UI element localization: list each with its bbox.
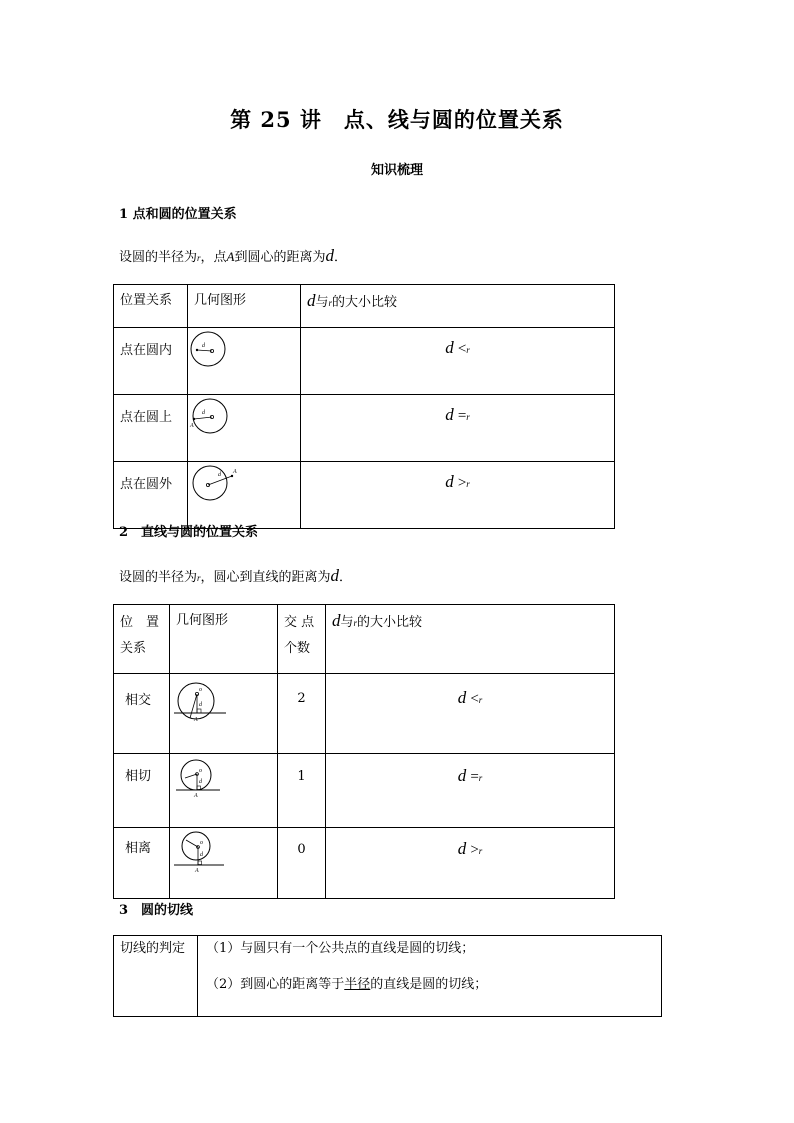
header-position: 位置关系 — [114, 285, 188, 328]
table-row — [114, 395, 615, 462]
table-header-row — [114, 285, 615, 328]
compare-cell: d >r — [445, 472, 470, 491]
svg-text:o: o — [200, 840, 203, 846]
criteria-label: 切线的判定 — [120, 941, 186, 956]
svg-text:A: A — [194, 717, 198, 723]
table-row — [114, 936, 662, 1017]
page-title: 第 25 讲 点、线与圆的位置关系 — [230, 107, 564, 132]
section1-intro: 设圆的半径为r，点A到圆心的距离为d． — [119, 246, 348, 265]
section3-heading: 3 圆的切线 — [119, 903, 194, 918]
table-row — [114, 674, 615, 754]
svg-text:A: A — [194, 793, 198, 799]
svg-text:o: o — [199, 768, 202, 774]
tangent-figure — [170, 754, 276, 823]
row-label: 点在圆外 — [120, 477, 173, 492]
header-figure: 几何图形 — [188, 285, 301, 328]
point-outside-figure — [188, 462, 300, 524]
page-subtitle: 知识梳理 — [370, 163, 423, 178]
count-cell: 1 — [297, 769, 306, 784]
compare-cell: d >r — [457, 839, 483, 858]
svg-text:A: A — [233, 469, 237, 475]
line-circle-table — [113, 604, 615, 899]
svg-text:d: d — [200, 852, 203, 858]
row-label: 点在圆内 — [120, 343, 173, 358]
count-cell: 0 — [297, 842, 306, 857]
section2-intro: 设圆的半径为r，圆心到直线的距离为d． — [119, 566, 353, 585]
svg-text:d: d — [199, 779, 202, 785]
count-cell: 2 — [297, 691, 306, 706]
criteria-item-2: （2）到圆心的距离等于半径的直线是圆的切线； — [206, 977, 488, 992]
header-compare: d与r的大小比较 — [326, 605, 615, 674]
svg-text:A: A — [195, 868, 199, 874]
header-count: 交 点 个数 — [278, 605, 326, 674]
table-row — [114, 754, 615, 828]
separate-figure — [170, 828, 276, 894]
header-compare: d与r的大小比较 — [301, 285, 615, 328]
compare-cell: d <r — [457, 688, 483, 707]
svg-text:d: d — [218, 472, 221, 478]
table-row — [114, 328, 615, 395]
row-label: 相离 — [125, 841, 152, 856]
row-label: 相交 — [125, 693, 152, 708]
svg-text:d: d — [202, 410, 205, 416]
compare-cell: d =r — [445, 405, 470, 424]
compare-cell: d <r — [445, 338, 470, 357]
svg-text:A: A — [190, 423, 194, 429]
svg-text:d: d — [199, 702, 202, 708]
row-label: 点在圆上 — [120, 410, 173, 425]
svg-text:o: o — [199, 687, 202, 693]
point-circle-table — [113, 284, 615, 529]
header-position: 位 置 关系 — [114, 605, 170, 674]
section1-heading: 1 点和圆的位置关系 — [119, 207, 237, 222]
point-on-figure — [188, 395, 300, 457]
criteria-item-1: （1）与圆只有一个公共点的直线是圆的切线； — [206, 941, 475, 956]
intersect-figure — [170, 674, 276, 749]
compare-cell: d =r — [457, 766, 483, 785]
table-row — [114, 828, 615, 899]
point-inside-figure — [188, 328, 300, 390]
row-label: 相切 — [125, 769, 152, 784]
table-header-row — [114, 605, 615, 674]
section2-heading: 2 直线与圆的位置关系 — [119, 525, 259, 540]
tangent-criteria-table — [113, 935, 662, 1017]
table-row — [114, 462, 615, 529]
header-figure: 几何图形 — [170, 605, 278, 674]
svg-text:d: d — [202, 343, 205, 349]
